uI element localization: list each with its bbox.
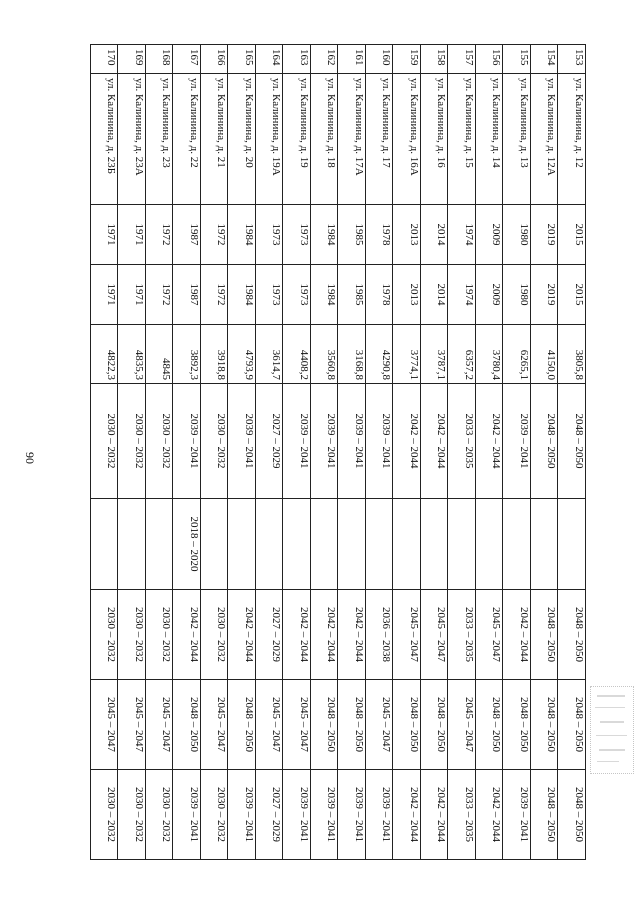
period-cell: 2048 – 2050 bbox=[338, 680, 366, 770]
period-cell: 2048 – 2050 bbox=[476, 680, 504, 770]
year-cell: 1972 bbox=[201, 265, 229, 325]
period-cell: 2045 – 2047 bbox=[421, 590, 449, 680]
row-number: 164 bbox=[256, 45, 284, 74]
table-row bbox=[476, 45, 504, 860]
address-cell: ул. Калинина, д. 17 bbox=[366, 74, 394, 205]
area-cell: 4150,0 bbox=[531, 325, 559, 384]
period-cell: 2039 – 2041 bbox=[503, 384, 531, 499]
period-cell: 2039 – 2041 bbox=[283, 384, 311, 499]
period-cell: 2030 – 2032 bbox=[146, 384, 174, 499]
period-cell: 2030 – 2032 bbox=[201, 384, 229, 499]
row-number: 158 bbox=[421, 45, 449, 74]
year-cell: 1973 bbox=[283, 265, 311, 325]
address-cell: ул. Калинина, д. 17А bbox=[338, 74, 366, 205]
address-cell: ул. Калинина, д. 16 bbox=[421, 74, 449, 205]
row-number: 167 bbox=[173, 45, 201, 74]
year-cell: 1985 bbox=[338, 265, 366, 325]
table-row bbox=[311, 45, 339, 860]
row-number: 165 bbox=[228, 45, 256, 74]
address-cell: ул. Калинина, д. 23А bbox=[118, 74, 146, 205]
address-cell: ул. Калинина, д. 19А bbox=[256, 74, 284, 205]
period-cell: 2048 – 2050 bbox=[531, 384, 559, 499]
period-cell: 2039 – 2041 bbox=[228, 384, 256, 499]
period-cell: 2045 – 2047 bbox=[146, 680, 174, 770]
period-cell: 2048 – 2050 bbox=[173, 680, 201, 770]
area-cell: 3780,4 bbox=[476, 325, 504, 384]
address-cell: ул. Калинина, д. 23 bbox=[146, 74, 174, 205]
row-number: 156 bbox=[476, 45, 504, 74]
period-cell: 2030 – 2032 bbox=[118, 590, 146, 680]
period-cell: 2039 – 2041 bbox=[173, 770, 201, 860]
area-cell: 4845 bbox=[146, 325, 174, 384]
table-row bbox=[503, 45, 531, 860]
year-cell: 1972 bbox=[146, 265, 174, 325]
document-table-rotated bbox=[90, 44, 586, 859]
area-cell: 3560,8 bbox=[311, 325, 339, 384]
period-cell bbox=[558, 499, 586, 590]
table-row bbox=[448, 45, 476, 860]
year-cell: 1984 bbox=[311, 205, 339, 265]
row-number: 163 bbox=[283, 45, 311, 74]
year-cell: 1973 bbox=[256, 205, 284, 265]
period-cell: 2027 – 2029 bbox=[256, 590, 284, 680]
table-row bbox=[228, 45, 256, 860]
year-cell: 2015 bbox=[558, 205, 586, 265]
period-cell: 2045 – 2047 bbox=[201, 680, 229, 770]
period-cell: 2039 – 2041 bbox=[228, 770, 256, 860]
period-cell bbox=[503, 499, 531, 590]
period-cell bbox=[146, 499, 174, 590]
address-cell: ул. Калинина, д. 12 bbox=[558, 74, 586, 205]
period-cell: 2045 – 2047 bbox=[476, 590, 504, 680]
period-cell: 2030 – 2032 bbox=[118, 770, 146, 860]
area-cell: 4793,9 bbox=[228, 325, 256, 384]
year-cell: 1974 bbox=[448, 205, 476, 265]
period-cell: 2039 – 2041 bbox=[503, 770, 531, 860]
period-cell bbox=[531, 499, 559, 590]
address-cell: ул. Калинина, д. 18 bbox=[311, 74, 339, 205]
period-cell bbox=[256, 499, 284, 590]
period-cell: 2033 – 2035 bbox=[448, 384, 476, 499]
address-cell: ул. Калинина, д. 16А bbox=[393, 74, 421, 205]
area-cell: 3774,1 bbox=[393, 325, 421, 384]
table-row bbox=[421, 45, 449, 860]
address-cell: ул. Калинина, д. 23Б bbox=[91, 74, 119, 205]
period-cell: 2042 – 2044 bbox=[228, 590, 256, 680]
period-cell: 2033 – 2035 bbox=[448, 590, 476, 680]
period-cell: 2048 – 2050 bbox=[421, 680, 449, 770]
area-cell: 3168,8 bbox=[338, 325, 366, 384]
row-number: 168 bbox=[146, 45, 174, 74]
table-row bbox=[146, 45, 174, 860]
year-cell: 1971 bbox=[118, 265, 146, 325]
period-cell: 2039 – 2041 bbox=[283, 770, 311, 860]
row-number: 169 bbox=[118, 45, 146, 74]
period-cell: 2042 – 2044 bbox=[283, 590, 311, 680]
period-cell: 2042 – 2044 bbox=[421, 384, 449, 499]
period-cell: 2030 – 2032 bbox=[146, 770, 174, 860]
year-cell: 1971 bbox=[91, 205, 119, 265]
year-cell: 2019 bbox=[531, 265, 559, 325]
table-row bbox=[558, 45, 586, 860]
period-cell: 2039 – 2041 bbox=[366, 770, 394, 860]
year-cell: 1974 bbox=[448, 265, 476, 325]
year-cell: 2019 bbox=[531, 205, 559, 265]
period-cell: 2042 – 2044 bbox=[421, 770, 449, 860]
table-row bbox=[393, 45, 421, 860]
year-cell: 1980 bbox=[503, 265, 531, 325]
table-row bbox=[531, 45, 559, 860]
period-cell bbox=[201, 499, 229, 590]
period-cell: 2042 – 2044 bbox=[338, 590, 366, 680]
year-cell: 2013 bbox=[393, 205, 421, 265]
row-number: 170 bbox=[91, 45, 119, 74]
year-cell: 1987 bbox=[173, 265, 201, 325]
period-cell: 2030 – 2032 bbox=[201, 770, 229, 860]
year-cell: 1971 bbox=[91, 265, 119, 325]
period-cell bbox=[311, 499, 339, 590]
period-cell: 2048 – 2050 bbox=[558, 590, 586, 680]
period-cell bbox=[118, 499, 146, 590]
page-number: 90 bbox=[23, 452, 37, 464]
row-number: 154 bbox=[531, 45, 559, 74]
period-cell: 2042 – 2044 bbox=[393, 770, 421, 860]
period-cell: 2045 – 2047 bbox=[448, 680, 476, 770]
period-cell: 2033 – 2035 bbox=[448, 770, 476, 860]
period-cell: 2048 – 2050 bbox=[558, 384, 586, 499]
year-cell: 2009 bbox=[476, 265, 504, 325]
period-cell: 2039 – 2041 bbox=[311, 770, 339, 860]
period-cell bbox=[283, 499, 311, 590]
period-cell: 2042 – 2044 bbox=[393, 384, 421, 499]
row-number: 157 bbox=[448, 45, 476, 74]
address-cell: ул. Калинина, д. 19 bbox=[283, 74, 311, 205]
stamp-mark bbox=[590, 686, 634, 774]
period-cell bbox=[476, 499, 504, 590]
year-cell: 1972 bbox=[201, 205, 229, 265]
period-cell: 2036 – 2038 bbox=[366, 590, 394, 680]
period-cell: 2048 – 2050 bbox=[503, 680, 531, 770]
period-cell bbox=[421, 499, 449, 590]
period-cell: 2045 – 2047 bbox=[393, 590, 421, 680]
area-cell: 4835,3 bbox=[118, 325, 146, 384]
table-row bbox=[201, 45, 229, 860]
period-cell bbox=[393, 499, 421, 590]
area-cell: 6265,1 bbox=[503, 325, 531, 384]
period-cell: 2045 – 2047 bbox=[256, 680, 284, 770]
period-cell: 2030 – 2032 bbox=[146, 590, 174, 680]
period-cell: 2039 – 2041 bbox=[311, 384, 339, 499]
repair-schedule-table bbox=[90, 44, 586, 860]
address-cell: ул. Калинина, д. 20 bbox=[228, 74, 256, 205]
year-cell: 1978 bbox=[366, 265, 394, 325]
row-number: 161 bbox=[338, 45, 366, 74]
period-cell: 2042 – 2044 bbox=[173, 590, 201, 680]
period-cell: 2039 – 2041 bbox=[338, 384, 366, 499]
period-cell: 2045 – 2047 bbox=[283, 680, 311, 770]
year-cell: 2009 bbox=[476, 205, 504, 265]
year-cell: 2013 bbox=[393, 265, 421, 325]
period-cell: 2030 – 2032 bbox=[118, 384, 146, 499]
period-cell: 2045 – 2047 bbox=[91, 680, 119, 770]
year-cell: 1980 bbox=[503, 205, 531, 265]
period-cell: 2042 – 2044 bbox=[476, 384, 504, 499]
table-row bbox=[173, 45, 201, 860]
year-cell: 1987 bbox=[173, 205, 201, 265]
area-cell: 3892,3 bbox=[173, 325, 201, 384]
year-cell: 1984 bbox=[228, 265, 256, 325]
area-cell: 6357,2 bbox=[448, 325, 476, 384]
period-cell bbox=[338, 499, 366, 590]
area-cell: 3805,8 bbox=[558, 325, 586, 384]
year-cell: 1984 bbox=[311, 265, 339, 325]
table-body bbox=[91, 45, 586, 860]
period-cell: 2042 – 2044 bbox=[311, 590, 339, 680]
year-cell: 2015 bbox=[558, 265, 586, 325]
year-cell: 1978 bbox=[366, 205, 394, 265]
table-row bbox=[366, 45, 394, 860]
table-row bbox=[256, 45, 284, 860]
period-cell: 2018 – 2020 bbox=[173, 499, 201, 590]
period-cell bbox=[228, 499, 256, 590]
year-cell: 2014 bbox=[421, 265, 449, 325]
period-cell: 2048 – 2050 bbox=[558, 680, 586, 770]
year-cell: 1973 bbox=[283, 205, 311, 265]
area-cell: 3787,1 bbox=[421, 325, 449, 384]
period-cell: 2048 – 2050 bbox=[311, 680, 339, 770]
period-cell: 2030 – 2032 bbox=[91, 770, 119, 860]
address-cell: ул. Калинина, д. 12А bbox=[531, 74, 559, 205]
address-cell: ул. Калинина, д. 22 bbox=[173, 74, 201, 205]
period-cell: 2048 – 2050 bbox=[531, 770, 559, 860]
table-row bbox=[118, 45, 146, 860]
year-cell: 1971 bbox=[118, 205, 146, 265]
row-number: 153 bbox=[558, 45, 586, 74]
period-cell: 2042 – 2044 bbox=[476, 770, 504, 860]
year-cell: 1985 bbox=[338, 205, 366, 265]
period-cell: 2042 – 2044 bbox=[503, 590, 531, 680]
period-cell: 2048 – 2050 bbox=[393, 680, 421, 770]
address-cell: ул. Калинина, д. 13 bbox=[503, 74, 531, 205]
area-cell: 4290,8 bbox=[366, 325, 394, 384]
period-cell bbox=[366, 499, 394, 590]
year-cell: 1972 bbox=[146, 205, 174, 265]
period-cell: 2045 – 2047 bbox=[118, 680, 146, 770]
address-cell: ул. Калинина, д. 21 bbox=[201, 74, 229, 205]
row-number: 162 bbox=[311, 45, 339, 74]
row-number: 160 bbox=[366, 45, 394, 74]
period-cell: 2048 – 2050 bbox=[531, 590, 559, 680]
table-row bbox=[283, 45, 311, 860]
period-cell bbox=[91, 499, 119, 590]
period-cell: 2027 – 2029 bbox=[256, 384, 284, 499]
year-cell: 2014 bbox=[421, 205, 449, 265]
area-cell: 4822,3 bbox=[91, 325, 119, 384]
row-number: 166 bbox=[201, 45, 229, 74]
period-cell: 2039 – 2041 bbox=[338, 770, 366, 860]
period-cell: 2048 – 2050 bbox=[531, 680, 559, 770]
period-cell: 2027 – 2029 bbox=[256, 770, 284, 860]
address-cell: ул. Калинина, д. 15 bbox=[448, 74, 476, 205]
year-cell: 1984 bbox=[228, 205, 256, 265]
row-number: 155 bbox=[503, 45, 531, 74]
year-cell: 1973 bbox=[256, 265, 284, 325]
area-cell: 3918,8 bbox=[201, 325, 229, 384]
area-cell: 4408,2 bbox=[283, 325, 311, 384]
period-cell: 2048 – 2050 bbox=[228, 680, 256, 770]
period-cell: 2030 – 2032 bbox=[91, 384, 119, 499]
area-cell: 3614,7 bbox=[256, 325, 284, 384]
period-cell: 2030 – 2032 bbox=[91, 590, 119, 680]
table-row bbox=[338, 45, 366, 860]
row-number: 159 bbox=[393, 45, 421, 74]
period-cell bbox=[448, 499, 476, 590]
address-cell: ул. Калинина, д. 14 bbox=[476, 74, 504, 205]
table-row bbox=[91, 45, 119, 860]
period-cell: 2039 – 2041 bbox=[173, 384, 201, 499]
period-cell: 2030 – 2032 bbox=[201, 590, 229, 680]
period-cell: 2039 – 2041 bbox=[366, 384, 394, 499]
period-cell: 2048 – 2050 bbox=[558, 770, 586, 860]
period-cell: 2045 – 2047 bbox=[366, 680, 394, 770]
